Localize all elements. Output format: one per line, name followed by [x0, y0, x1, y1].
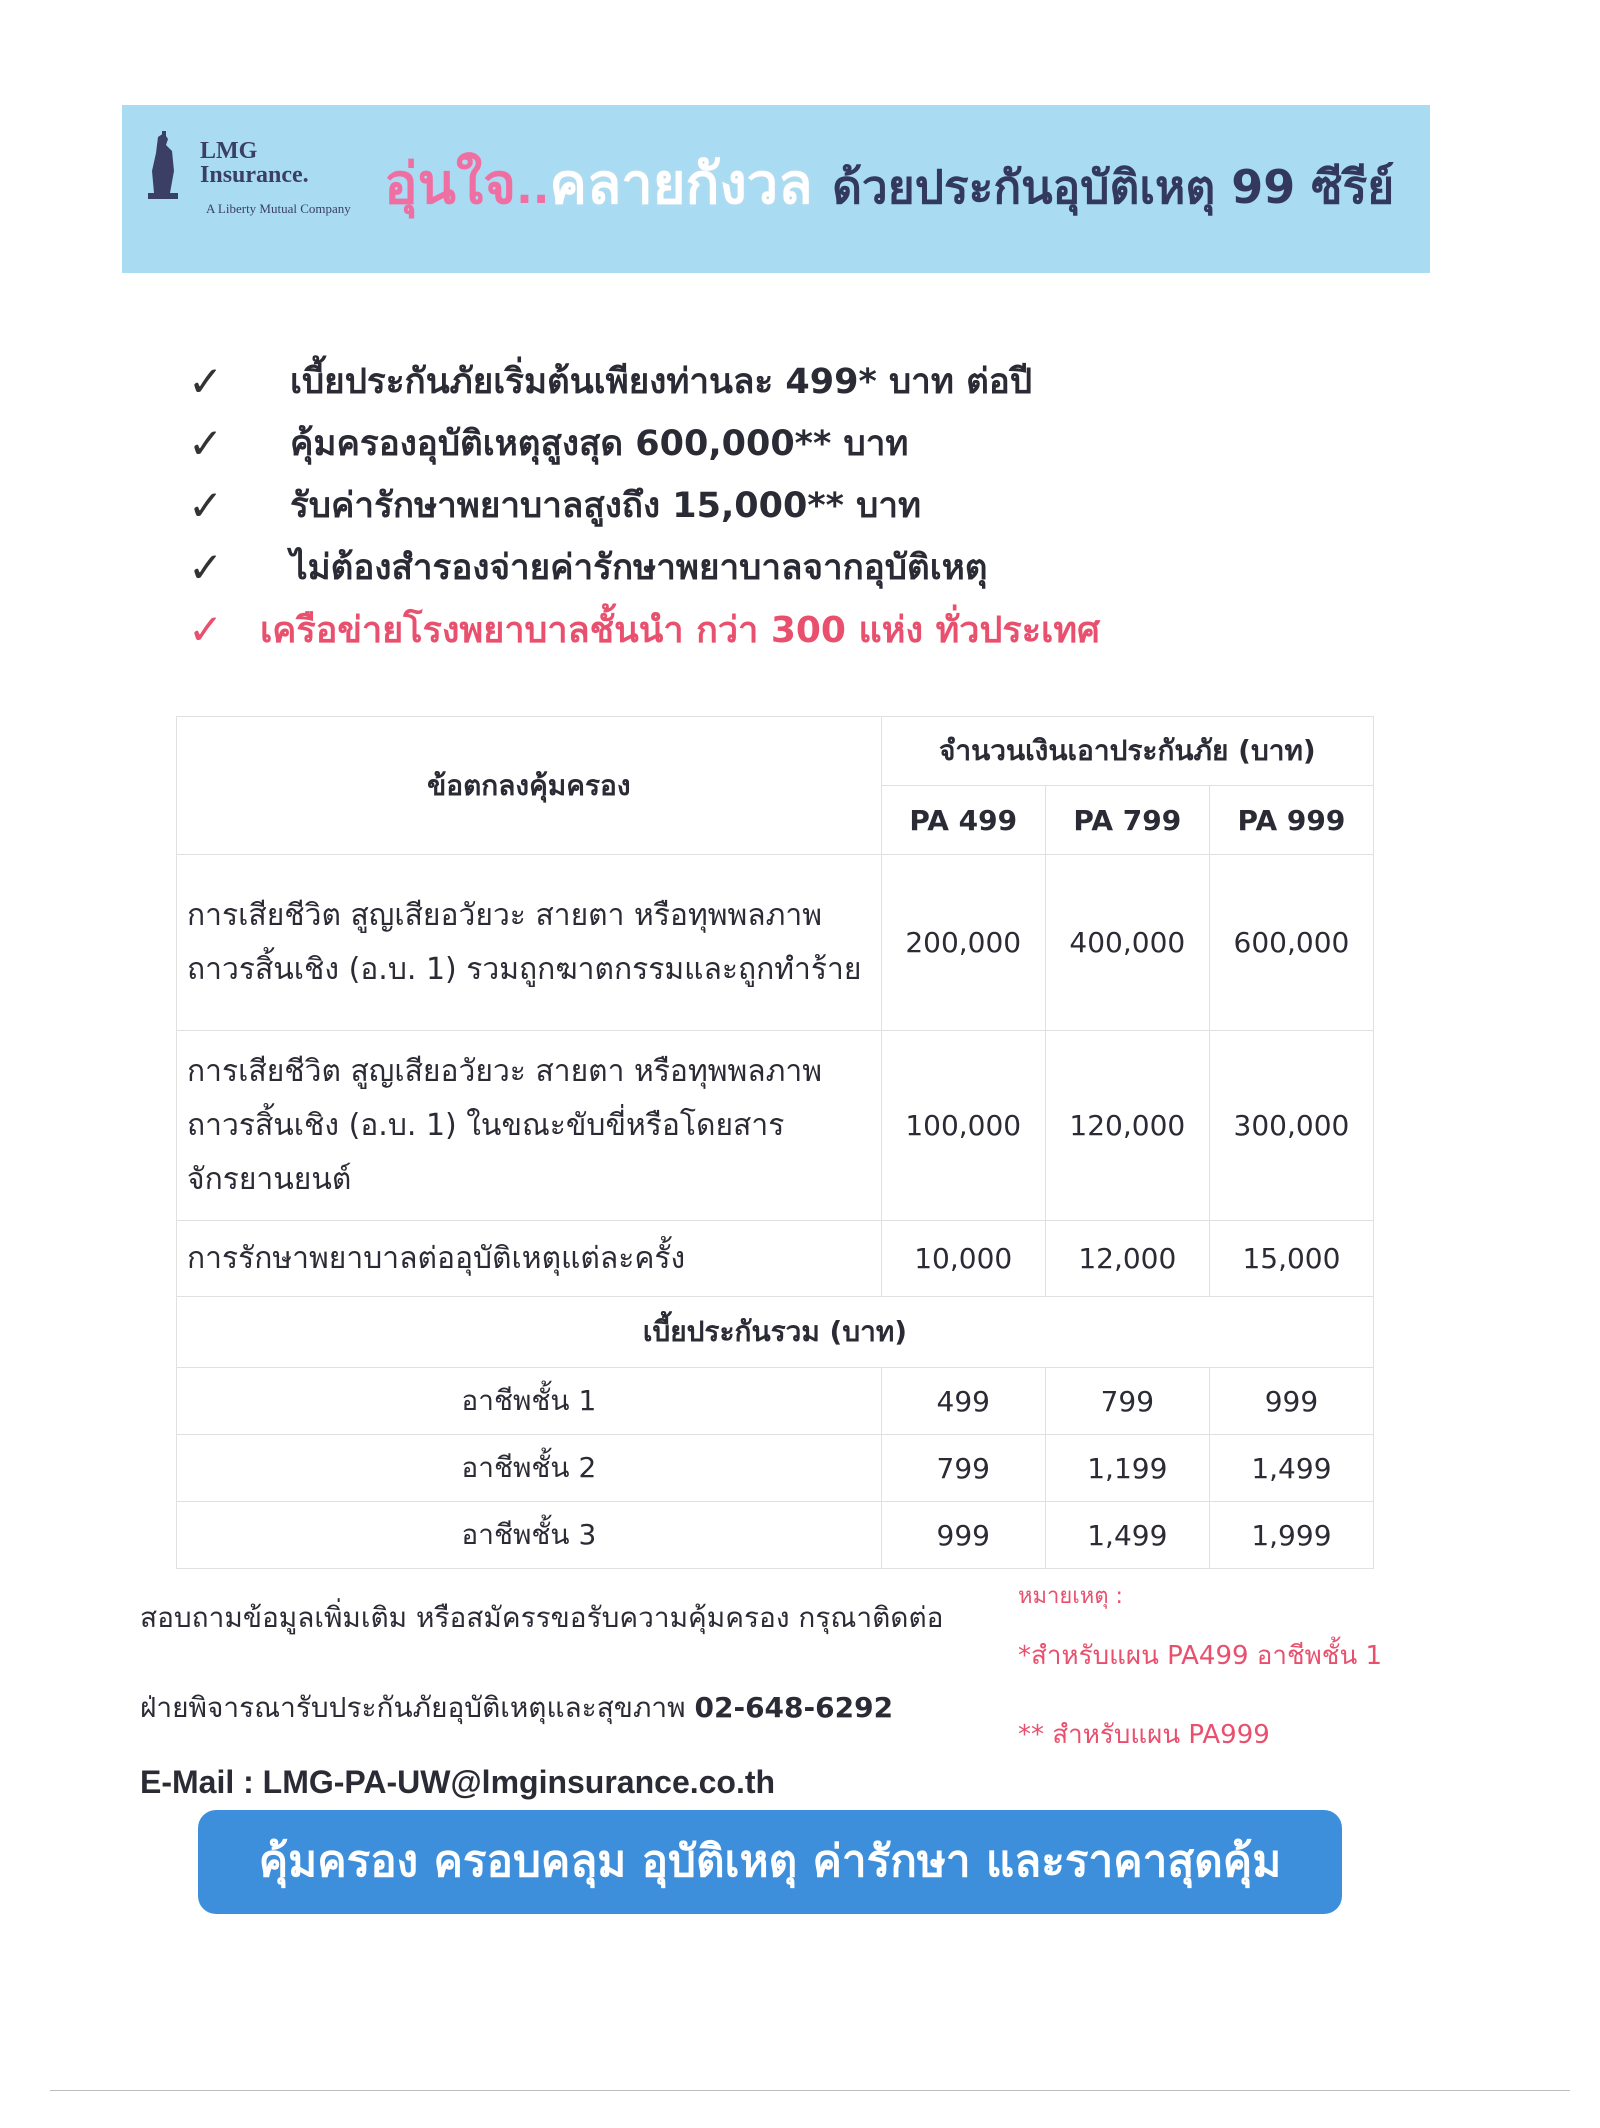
statue-of-liberty-icon	[144, 131, 200, 201]
logo-name-line2: Insurance.	[200, 162, 309, 188]
company-logo	[144, 131, 384, 241]
headline-part2: คลายกังวล	[549, 152, 813, 217]
sum-insured-value: 15,000	[1209, 1221, 1373, 1297]
check-icon: ✓	[188, 356, 224, 406]
plan-header: PA 999	[1209, 786, 1373, 855]
table-row	[177, 1221, 1374, 1297]
check-icon: ✓	[188, 542, 224, 592]
benefit-text: เบี้ยประกันภัยเริ่มต้นเพียงท่านละ 499* บาท ต่อปี	[290, 361, 1033, 402]
plan-header: PA 799	[1045, 786, 1209, 855]
check-icon: ✓	[188, 604, 224, 654]
contact-line-1: สอบถามข้อมูลเพิ่มเติม หรือสมัครรขอรับความคุ้มครอง กรุณาติดต่อ	[140, 1601, 944, 1634]
premium-value: 1,499	[1045, 1502, 1209, 1569]
premium-value: 999	[1209, 1368, 1373, 1435]
plan-header: PA 499	[881, 786, 1045, 855]
coverage-column-header: ข้อตกลงคุ้มครอง	[177, 717, 882, 855]
occupation-class: อาชีพชั้น 2	[177, 1435, 882, 1502]
sum-insured-value: 10,000	[881, 1221, 1045, 1297]
description-line: การรักษาพยาบาลต่ออุบัติเหตุแต่ละครั้ง	[187, 1240, 686, 1276]
sum-insured-value: 300,000	[1209, 1031, 1373, 1221]
benefit-list	[188, 350, 1428, 660]
headline	[384, 145, 1394, 229]
sum-insured-value: 100,000	[881, 1031, 1045, 1221]
benefit-item	[188, 474, 1428, 536]
description-line: จักรยานยนต์	[187, 1161, 352, 1197]
footnote-title: หมายเหตุ :	[1018, 1584, 1123, 1609]
sum-insured-value: 200,000	[881, 855, 1045, 1031]
premium-value: 1,499	[1209, 1435, 1373, 1502]
contact-line-2	[140, 1686, 893, 1730]
premium-value: 499	[881, 1368, 1045, 1435]
coverage-description	[177, 1221, 882, 1297]
table-row	[177, 855, 1374, 1031]
contact-phone[interactable]: 02-648-6292	[694, 1691, 894, 1724]
premium-value: 1,999	[1209, 1502, 1373, 1569]
contact-department: ฝ่ายพิจารณารับประกันภัยอุบัติเหตุและสุขภาพ	[140, 1691, 686, 1724]
premium-header-row	[177, 1297, 1374, 1368]
coverage-table	[176, 716, 1374, 1569]
benefit-text: คุ้มครองอุบัติเหตุสูงสุด 600,000** บาท	[290, 423, 909, 464]
premium-value: 999	[881, 1502, 1045, 1569]
sum-insured-header: จำนวนเงินเอาประกันภัย (บาท)	[881, 717, 1373, 786]
premium-value: 799	[1045, 1368, 1209, 1435]
headline-part3: ด้วยประกันอุบัติเหตุ 99 ซีรีย์	[832, 160, 1395, 214]
table-row	[177, 1502, 1374, 1569]
coverage-description	[177, 855, 882, 1031]
sum-insured-value: 120,000	[1045, 1031, 1209, 1221]
benefit-text: รับค่ารักษาพยาบาลสูงถึง 15,000** บาท	[290, 485, 922, 526]
table-row	[177, 1435, 1374, 1502]
logo-name-line1: LMG	[200, 138, 258, 164]
footnote-1: *สำหรับแผน PA499 อาชีพชั้น 1	[1018, 1641, 1383, 1671]
benefit-text: ไม่ต้องสำรองจ่ายค่ารักษาพยาบาลจากอุบัติเหตุ	[290, 547, 988, 588]
description-line: การเสียชีวิต สูญเสียอวัยวะ สายตา หรือทุพพลภาพ	[187, 897, 823, 933]
contact-email[interactable]: E-Mail : LMG-PA-UW@lmginsurance.co.th	[140, 1764, 776, 1800]
sum-insured-value: 12,000	[1045, 1221, 1209, 1297]
benefit-item	[188, 412, 1428, 474]
footnotes	[1018, 1578, 1382, 1755]
occupation-class: อาชีพชั้น 3	[177, 1502, 882, 1569]
premium-header: เบี้ยประกันรวม (บาท)	[177, 1297, 1374, 1368]
table-header-row	[177, 717, 1374, 786]
headline-dots: ..	[516, 163, 550, 214]
benefit-item	[188, 536, 1428, 598]
premium-value: 799	[881, 1435, 1045, 1502]
header-banner	[122, 105, 1430, 273]
benefit-item	[188, 350, 1428, 412]
cta-banner: คุ้มครอง ครอบคลุม อุบัติเหตุ ค่ารักษา และราคาสุดคุ้ม	[198, 1810, 1342, 1914]
description-line: ถาวรสิ้นเชิง (อ.บ. 1) ในขณะขับขี่หรือโดยสาร	[187, 1107, 785, 1143]
benefit-item-highlight	[188, 598, 1428, 660]
description-line: ถาวรสิ้นเชิง (อ.บ. 1) รวมถูกฆาตกรรมและถูกทำร้าย	[187, 951, 862, 987]
sum-insured-value: 400,000	[1045, 855, 1209, 1031]
footnote-2: ** สำหรับแผน PA999	[1018, 1720, 1270, 1750]
occupation-class: อาชีพชั้น 1	[177, 1368, 882, 1435]
page-divider	[50, 2090, 1570, 2091]
table-row	[177, 1031, 1374, 1221]
coverage-description	[177, 1031, 882, 1221]
headline-part1: อุ่นใจ	[384, 152, 517, 217]
sum-insured-value: 600,000	[1209, 855, 1373, 1031]
check-icon: ✓	[188, 418, 224, 468]
check-icon: ✓	[188, 480, 224, 530]
benefit-text: เครือข่ายโรงพยาบาลชั้นนำ กว่า 300 แห่ง ทั่วประเทศ	[260, 609, 1100, 651]
logo-subtitle: A Liberty Mutual Company	[206, 201, 351, 216]
table-row	[177, 1368, 1374, 1435]
description-line: การเสียชีวิต สูญเสียอวัยวะ สายตา หรือทุพพลภาพ	[187, 1053, 823, 1089]
premium-value: 1,199	[1045, 1435, 1209, 1502]
